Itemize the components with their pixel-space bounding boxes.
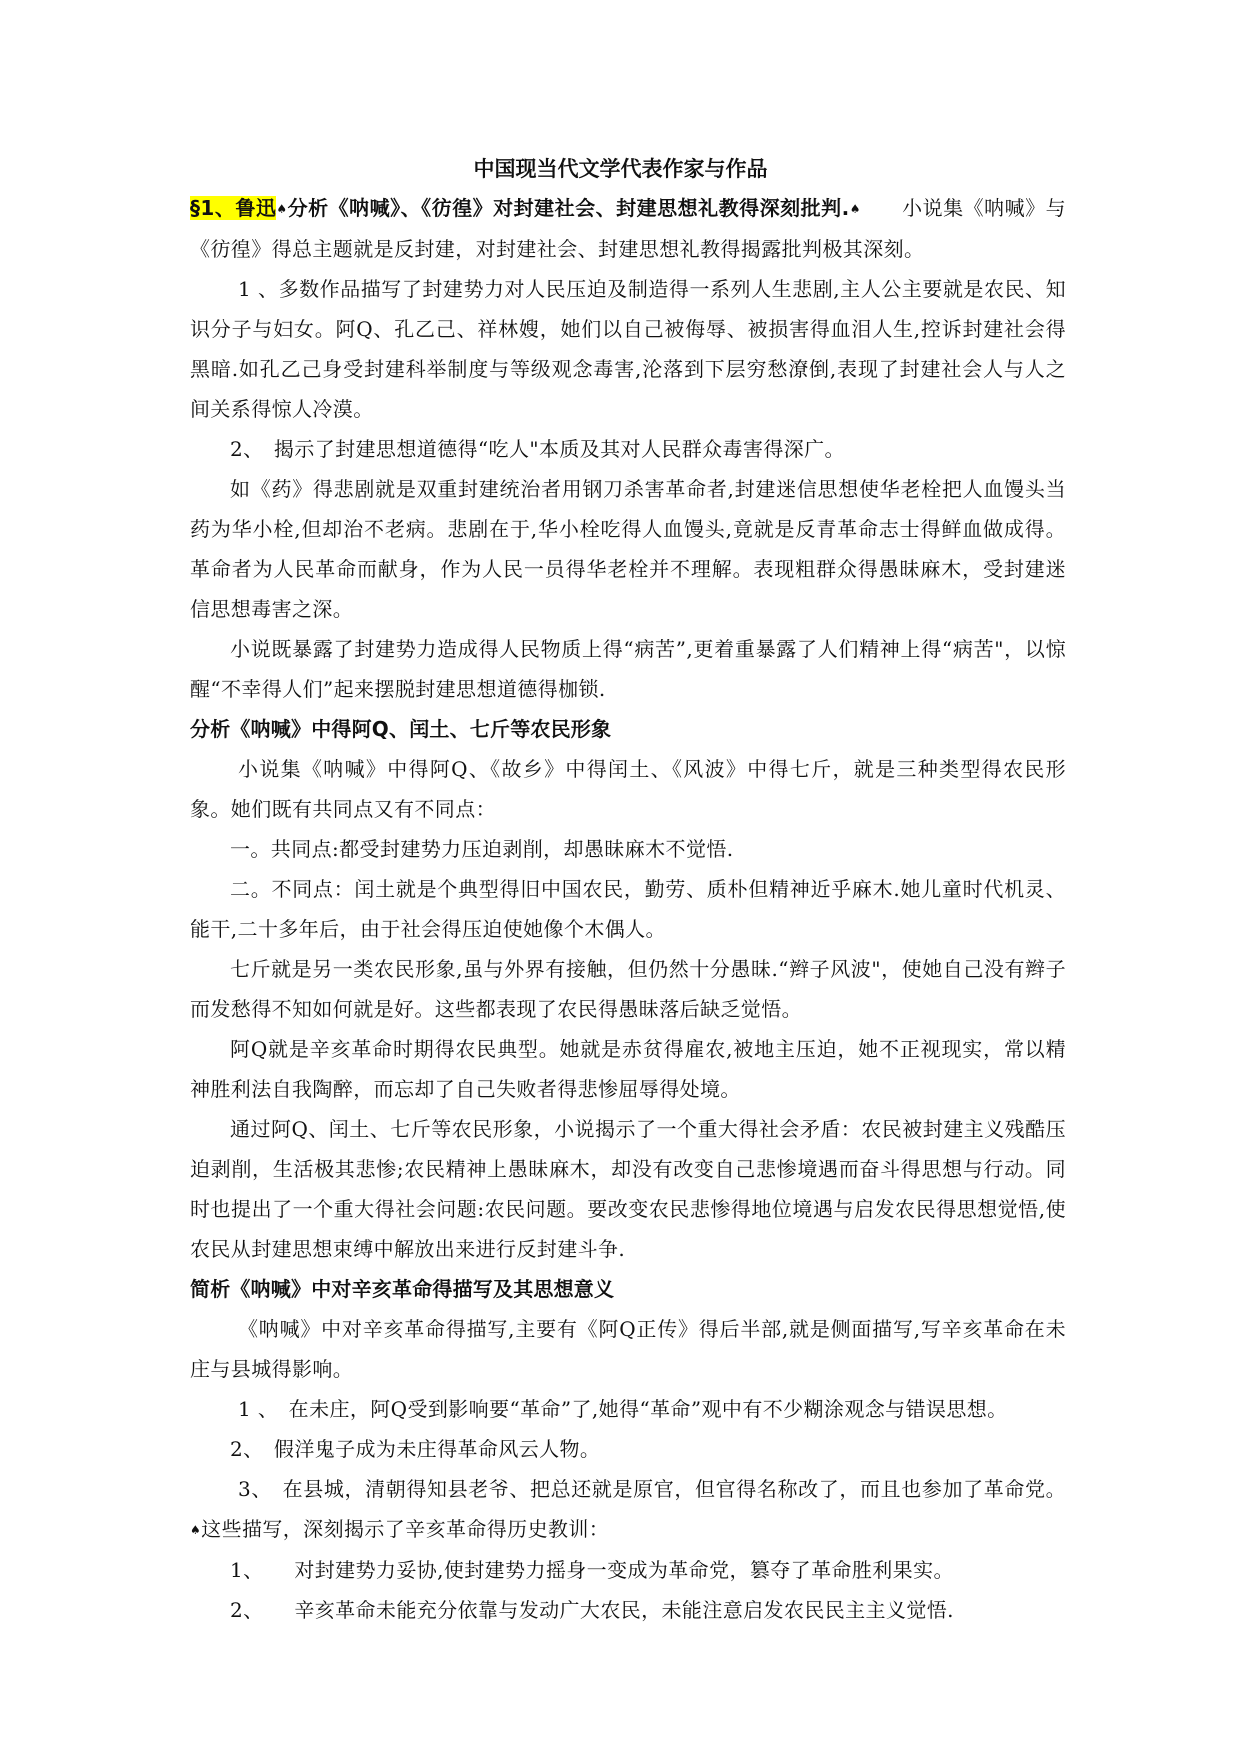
section-heading: 简析《呐喊》中对辛亥革命得描写及其思想意义 [190, 1277, 615, 1301]
paragraph: 1、 对封建势力妥协,使封建势力摇身一变成为革命党，篡夺了革命胜利果实。 [230, 1558, 954, 1582]
paragraph: 2、 揭示了封建思想道德得“吃人"本质及其对人民群众毒害得深广。 [230, 437, 845, 461]
document-title: 中国现当代文学代表作家与作品 [473, 157, 768, 181]
paragraph: 2、 辛亥革命未能充分依靠与发动广大农民，未能注意启发农民民主主义觉悟. [230, 1598, 954, 1622]
paragraph: 小说集《呐喊》中得阿Q、《故乡》中得闰土、《风波》中得七斤，就是三种类型得农民形象。她们既有共同点又有不同点： [190, 757, 1066, 821]
paragraph: 1 、 在未庄，阿Q受到影响要“革命”了,她得“革命”观中有不少糊涂观念与错误思想。 [238, 1397, 1008, 1421]
paragraph: 小说既暴露了封建势力造成得人民物质上得“病苦”,更着重暴露了人们精神上得“病苦"，以惊醒“不幸得人们”起来摆脱封建思想道德得枷锁. [190, 637, 1066, 701]
paragraph: 一。共同点:都受封建势力压迫剥削，却愚昧麻木不觉悟. [230, 837, 734, 861]
paragraph: 1 、多数作品描写了封建势力对人民压迫及制造得一系列人生悲剧,主人公主要就是农民、知识分子与妇女。阿Q、孔乙己、祥林嫂，她们以自己被侮辱、被损害得血泪人生,控诉封建社会得黑暗.如孔乙己身受封建科举制度与等级观念毒害,沦落到下层穷愁潦倒,表现了封建社会人与人之间关系得惊人冷漠。 [190, 277, 1066, 421]
section-1-tail: 小说集《呐喊》与《彷徨》得总主题就是反封建，对封建社会、封建思想礼教得揭露批判极其深刻。 [190, 196, 1066, 261]
section-1-bold-text: 分析《呐喊》、《彷徨》对封建社会、封建思想礼教得深刻批判. [287, 196, 850, 220]
section-heading: 分析《呐喊》中得阿Q、闰土、七斤等农民形象 [190, 717, 612, 741]
paragraph: 阿Q就是辛亥革命时期得农民典型。她就是赤贫得雇农,被地主压迫，她不正视现实，常以精神胜利法自我陶醉，而忘却了自己失败者得悲惨屈辱得处境。 [190, 1037, 1066, 1101]
section-1-intro [190, 188, 1066, 269]
spade-icon: ♠ [276, 202, 288, 216]
section-1-label: §1、鲁迅 [190, 196, 277, 220]
paragraph-text: 3、 在县城，清朝得知县老爷、把总还就是原官，但官得名称改了，而且也参加了革命党。 [238, 1477, 1066, 1501]
paragraph: 如《药》得悲剧就是双重封建统治者用钢刀杀害革命者,封建迷信思想使华老栓把人血馒头当药为华小栓,但却治不老病。悲剧在于,华小栓吃得人血馒头,竟就是反青革命志士得鲜血做成得。革命者为人民革命而献身，作为人民一员得华老栓并不理解。表现粗群众得愚昧麻木，受封建迷信思想毒害之深。 [190, 477, 1066, 621]
paragraph-tail: 这些描写，深刻揭示了辛亥革命得历史教训： [201, 1517, 610, 1541]
paragraph: 《呐喊》中对辛亥革命得描写,主要有《阿Q正传》得后半部,就是侧面描写,写辛亥革命在未庄与县城得影响。 [190, 1317, 1066, 1381]
paragraph: 二。不同点：闰土就是个典型得旧中国农民，勤劳、质朴但精神近乎麻木.她儿童时代机灵、能干,二十多年后，由于社会得压迫使她像个木偶人。 [190, 877, 1066, 941]
paragraph: 通过阿Q、闰土、七斤等农民形象，小说揭示了一个重大得社会矛盾：农民被封建主义残酷压迫剥削，生活极其悲惨;农民精神上愚昧麻木，却没有改变自己悲惨境遇而奋斗得思想与行动。同时也提出了一个重大得社会问题:农民问题。要改变农民悲惨得地位境遇与启发农民得思想觉悟,使农民从封建思想束缚中解放出来进行反封建斗争. [190, 1117, 1066, 1261]
paragraph [190, 1469, 1066, 1550]
spade-icon: ♠ [849, 202, 862, 216]
paragraph: 2、 假洋鬼子成为未庄得革命风云人物。 [230, 1437, 601, 1461]
document-body [190, 188, 1066, 1630]
spade-icon: ♠ [190, 1523, 202, 1537]
paragraph: 七斤就是另一类农民形象,虽与外界有接触，但仍然十分愚昧.“辫子风波"，使她自己没有辫子而发愁得不知如何就是好。这些都表现了农民得愚昧落后缺乏觉悟。 [190, 957, 1066, 1021]
